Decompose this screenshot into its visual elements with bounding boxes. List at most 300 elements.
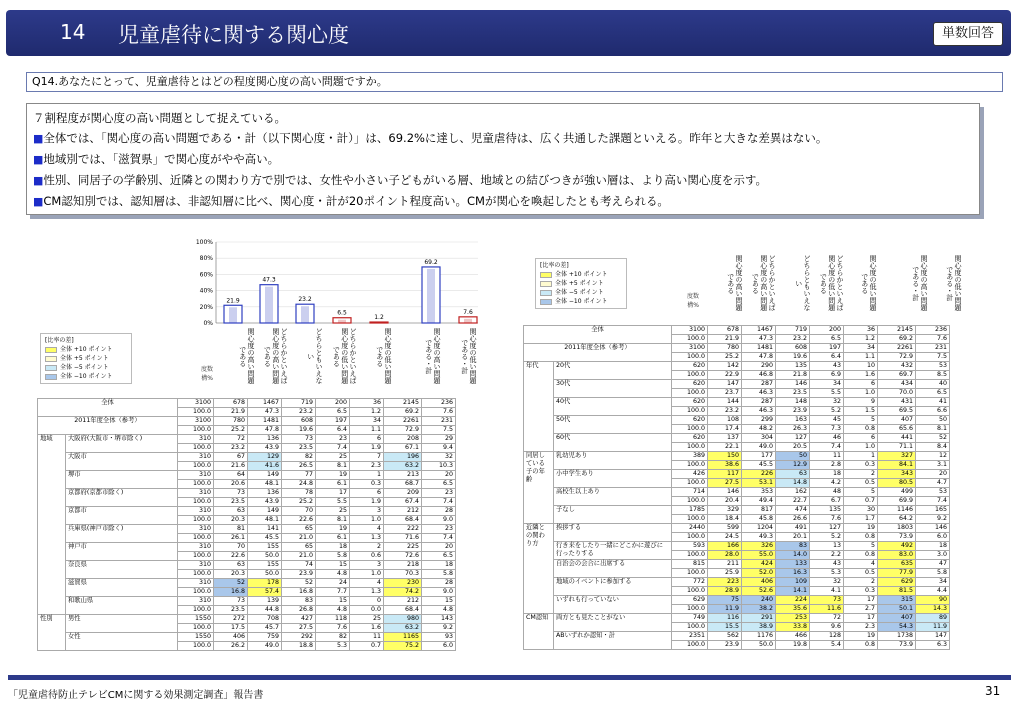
- count-cell: 253: [776, 614, 810, 623]
- answer-type-badge: 単数回答: [933, 22, 1003, 46]
- pct-cell: 4.7: [916, 479, 950, 488]
- pct-cell: 23.9: [776, 407, 810, 416]
- count-cell: 343: [878, 470, 916, 479]
- count-cell: 147: [708, 380, 742, 389]
- y-tick-label: 40%: [199, 287, 213, 295]
- table-row: [524, 596, 950, 605]
- pct-cell: 1.1: [844, 353, 878, 362]
- pct-cell: 1.0: [350, 516, 384, 525]
- base-count: 714: [672, 488, 708, 497]
- base-count: 815: [672, 560, 708, 569]
- base-pct: 100.0: [178, 606, 214, 615]
- summary-bullet: ■地域別では、「滋賀県」で関心度がやや高い。: [33, 152, 280, 166]
- table-row: [38, 471, 456, 480]
- count-cell: 72: [214, 435, 248, 444]
- pct-cell: 4.4: [916, 587, 950, 596]
- count-cell: 29: [422, 435, 456, 444]
- pct-cell: 48.1: [248, 480, 282, 489]
- pct-cell: 7.4: [422, 534, 456, 543]
- pct-cell: 9.4: [422, 444, 456, 453]
- count-cell: 149: [248, 471, 282, 480]
- count-cell: 12: [916, 452, 950, 461]
- unit-label: 度数 構%: [200, 366, 213, 382]
- pct-cell: 70.0: [878, 389, 916, 398]
- count-cell: 629: [878, 578, 916, 587]
- pct-cell: 4.8: [316, 570, 350, 579]
- count-cell: 146: [916, 524, 950, 533]
- pct-cell: 6.0: [916, 533, 950, 542]
- table-row: [524, 398, 950, 407]
- bullet-mark: ■: [33, 195, 44, 208]
- pct-cell: 0.8: [844, 641, 878, 650]
- pct-cell: 7.6: [422, 408, 456, 417]
- pct-cell: 70.3: [384, 570, 422, 579]
- count-cell: 93: [422, 633, 456, 642]
- count-cell: 32: [810, 398, 844, 407]
- count-cell: 28: [422, 579, 456, 588]
- bar-shade: [301, 306, 309, 323]
- pct-cell: 6.3: [916, 641, 950, 650]
- pct-cell: 1.0: [844, 389, 878, 398]
- pct-cell: 23.5: [214, 498, 248, 507]
- pct-cell: 19.6: [282, 426, 316, 435]
- count-cell: 67: [214, 453, 248, 462]
- count-cell: 43: [810, 362, 844, 371]
- count-cell: 5: [844, 416, 878, 425]
- pct-cell: 81.5: [878, 587, 916, 596]
- count-cell: 127: [776, 434, 810, 443]
- count-cell: 63: [214, 561, 248, 570]
- count-cell: 77: [282, 471, 316, 480]
- count-cell: 45: [810, 416, 844, 425]
- base-pct: 100.0: [672, 515, 708, 524]
- data-label: 7.6: [463, 308, 473, 316]
- legend-swatch: [540, 272, 552, 278]
- pct-cell: 0.0: [350, 606, 384, 615]
- count-cell: 208: [384, 435, 422, 444]
- data-label: 6.5: [337, 309, 347, 317]
- pct-cell: 6.1: [316, 480, 350, 489]
- row-label: 40代: [554, 398, 672, 416]
- count-cell: 70: [282, 507, 316, 516]
- pct-cell: 68.7: [384, 480, 422, 489]
- pct-cell: 6.1: [316, 534, 350, 543]
- pct-cell: 9.0: [422, 516, 456, 525]
- base-count: 310: [178, 453, 214, 462]
- pct-cell: 75.2: [384, 642, 422, 651]
- pct-cell: 0.3: [350, 480, 384, 489]
- table-row: [524, 380, 950, 389]
- count-cell: 137: [708, 434, 742, 443]
- count-cell: 197: [810, 344, 844, 353]
- count-cell: 65: [282, 525, 316, 534]
- pct-cell: 35.6: [776, 605, 810, 614]
- pct-cell: 21.9: [214, 408, 248, 417]
- base-pct: 100.0: [178, 588, 214, 597]
- count-cell: 678: [214, 399, 248, 408]
- count-cell: 47: [916, 560, 950, 569]
- pct-cell: 63.2: [384, 462, 422, 471]
- base-count: 620: [672, 434, 708, 443]
- pct-cell: 27.5: [282, 624, 316, 633]
- pct-cell: 14.0: [776, 551, 810, 560]
- pct-cell: 16.8: [282, 588, 316, 597]
- table-row: [38, 417, 456, 426]
- legend-label: 全体 +5 ポイント: [555, 280, 604, 287]
- pct-cell: 6.4: [810, 353, 844, 362]
- row-label: 神戸市: [66, 543, 178, 561]
- legend-label: 全体 +5 ポイント: [60, 355, 109, 362]
- base-count: 310: [178, 489, 214, 498]
- count-cell: 34: [810, 380, 844, 389]
- pct-cell: 47.3: [248, 408, 282, 417]
- pct-cell: 6.0: [422, 642, 456, 651]
- count-cell: 466: [776, 632, 810, 641]
- count-cell: 141: [248, 525, 282, 534]
- legend-title: [比率の差]: [540, 262, 569, 269]
- count-cell: 82: [316, 633, 350, 642]
- summary-lead: ７割程度が関心度の高い問題として捉えている。: [33, 111, 286, 125]
- table-row: [524, 362, 950, 371]
- count-cell: 209: [384, 489, 422, 498]
- pct-cell: 21.0: [282, 534, 316, 543]
- count-cell: 608: [776, 344, 810, 353]
- pct-cell: 25.2: [282, 498, 316, 507]
- count-cell: 129: [248, 453, 282, 462]
- count-cell: 292: [282, 633, 316, 642]
- count-cell: 1481: [248, 417, 282, 426]
- count-cell: 50: [776, 452, 810, 461]
- count-cell: 287: [742, 380, 776, 389]
- pct-cell: 14.8: [776, 479, 810, 488]
- pct-cell: 2.8: [810, 461, 844, 470]
- pct-cell: 0.5: [844, 569, 878, 578]
- group-label: 性別: [38, 615, 66, 651]
- count-cell: 0: [350, 597, 384, 606]
- base-pct: 100.0: [672, 551, 708, 560]
- summary-box: [26, 103, 980, 215]
- pct-cell: 20.4: [708, 497, 742, 506]
- count-cell: 291: [742, 614, 776, 623]
- count-cell: 15: [316, 561, 350, 570]
- base-pct: 100.0: [672, 497, 708, 506]
- pct-cell: 6.9: [810, 371, 844, 380]
- pct-cell: 0.8: [844, 551, 878, 560]
- table-row: [38, 525, 456, 534]
- bar-shade: [265, 287, 273, 323]
- count-cell: 15: [316, 597, 350, 606]
- base-pct: 100.0: [672, 533, 708, 542]
- column-header: どちらかといえば関心度の低い問題である: [332, 328, 357, 384]
- pct-cell: 64.2: [878, 515, 916, 524]
- pct-cell: 46.3: [742, 407, 776, 416]
- base-pct: 100.0: [672, 623, 708, 632]
- pct-cell: 65.6: [878, 425, 916, 434]
- pct-cell: 5.4: [810, 641, 844, 650]
- count-cell: 236: [422, 399, 456, 408]
- pct-cell: 5.8: [916, 569, 950, 578]
- count-cell: 6: [350, 489, 384, 498]
- y-tick-label: 20%: [199, 303, 213, 311]
- summary-bullet: ■全体では、「関心度の高い問題である・計（以下関心度・計）」は、69.2%に達し、児童虐待は、広く共通した課題といえる。昨年と大きな差異はない。: [33, 131, 828, 145]
- row-label: 京都市: [66, 507, 178, 525]
- count-cell: 52: [916, 434, 950, 443]
- pct-cell: 8.5: [916, 371, 950, 380]
- pct-cell: 7.5: [422, 426, 456, 435]
- count-cell: 19: [316, 471, 350, 480]
- pct-cell: 19.8: [776, 641, 810, 650]
- pct-cell: 33.8: [776, 623, 810, 632]
- pct-cell: 43.9: [248, 498, 282, 507]
- count-cell: 678: [708, 326, 742, 335]
- table-row: [38, 453, 456, 462]
- row-label: 全体: [524, 326, 672, 344]
- base-pct: 100.0: [672, 353, 708, 362]
- count-cell: 166: [708, 542, 742, 551]
- count-cell: 36: [350, 399, 384, 408]
- count-cell: 4: [844, 560, 878, 569]
- pct-cell: 52.6: [742, 587, 776, 596]
- pct-cell: 7.4: [316, 444, 350, 453]
- count-cell: 19: [316, 525, 350, 534]
- y-tick-label: 60%: [199, 271, 213, 279]
- pct-cell: 21.0: [282, 552, 316, 561]
- row-label: 両方とも見たことがない: [554, 614, 672, 632]
- pct-cell: 11.6: [810, 605, 844, 614]
- count-cell: 230: [384, 579, 422, 588]
- count-cell: 118: [316, 615, 350, 624]
- row-label: 30代: [554, 380, 672, 398]
- count-cell: 155: [248, 543, 282, 552]
- pct-cell: 1.3: [350, 588, 384, 597]
- bullet-mark: ■: [33, 132, 44, 145]
- count-cell: 2: [844, 578, 878, 587]
- pct-cell: 4.8: [422, 606, 456, 615]
- column-header: 関心度の高い問題である: [238, 328, 255, 384]
- count-cell: 155: [248, 561, 282, 570]
- data-label: 47.3: [262, 276, 276, 284]
- row-label: 兵庫県(神戸市除く): [66, 525, 178, 543]
- bar-shade: [427, 269, 435, 323]
- count-cell: 1: [844, 452, 878, 461]
- row-label: 60代: [554, 434, 672, 452]
- count-cell: 1: [350, 471, 384, 480]
- pct-cell: 0.8: [844, 425, 878, 434]
- count-cell: 81: [214, 525, 248, 534]
- pct-cell: 11.9: [916, 623, 950, 632]
- pct-cell: 27.5: [708, 479, 742, 488]
- count-cell: 635: [878, 560, 916, 569]
- pct-cell: 4.1: [810, 587, 844, 596]
- count-cell: 17: [844, 596, 878, 605]
- count-cell: 18: [422, 561, 456, 570]
- row-label: 子なし: [554, 506, 672, 524]
- section-number: 14: [60, 20, 86, 44]
- base-count: 310: [178, 471, 214, 480]
- legend-item: [45, 345, 127, 354]
- pct-cell: 1.9: [350, 498, 384, 507]
- table-row: [524, 488, 950, 497]
- pct-cell: 20.5: [776, 443, 810, 452]
- count-cell: 4: [350, 525, 384, 534]
- legend-label: 全体 +10 ポイント: [60, 346, 113, 353]
- pct-cell: 1.0: [350, 570, 384, 579]
- pct-cell: 22.6: [214, 552, 248, 561]
- pct-cell: 5.8: [316, 552, 350, 561]
- pct-cell: 55.0: [742, 551, 776, 560]
- count-cell: 226: [742, 470, 776, 479]
- pct-cell: 2.3: [350, 462, 384, 471]
- count-cell: 32: [422, 453, 456, 462]
- base-count: 620: [672, 416, 708, 425]
- pct-cell: 1.1: [350, 426, 384, 435]
- count-cell: 1146: [878, 506, 916, 515]
- count-cell: 240: [742, 596, 776, 605]
- row-label: 全体: [38, 399, 178, 417]
- count-cell: 23: [422, 489, 456, 498]
- pct-cell: 22.9: [708, 371, 742, 380]
- base-count: 2351: [672, 632, 708, 641]
- question-text: Q14.あなたにとって、児童虐待とはどの程度関心度の高い問題ですか。: [26, 72, 1003, 92]
- table-row: [524, 470, 950, 479]
- table-row: [524, 326, 950, 335]
- count-cell: 149: [248, 507, 282, 516]
- pct-cell: 21.9: [708, 335, 742, 344]
- row-label: ABいずれか認知・計: [554, 632, 672, 650]
- count-cell: 90: [916, 596, 950, 605]
- page-number: 31: [985, 684, 1001, 698]
- pct-cell: 3.1: [916, 461, 950, 470]
- count-cell: 83: [282, 597, 316, 606]
- row-label: 滋賀県: [66, 579, 178, 597]
- table-row: [524, 524, 950, 533]
- count-cell: 25: [316, 507, 350, 516]
- row-label: 50代: [554, 416, 672, 434]
- summary-bullet: ■性別、同居子の学齢別、近隣との関わり方で別では、女性や小さい子どもがいる層、地域との結びつきが強い層は、より高い関心度を示す。: [33, 173, 767, 187]
- count-cell: 236: [916, 326, 950, 335]
- count-cell: 73: [282, 435, 316, 444]
- count-cell: 18: [316, 543, 350, 552]
- table-row: [524, 578, 950, 587]
- count-cell: 117: [708, 470, 742, 479]
- count-cell: 327: [878, 452, 916, 461]
- row-label: 京都府(京都市除く): [66, 489, 178, 507]
- column-header: 関心度の高い問題である・計: [424, 328, 441, 384]
- count-cell: 817: [742, 506, 776, 515]
- base-pct: 100.0: [178, 552, 214, 561]
- count-cell: 23: [422, 525, 456, 534]
- column-header: 関心度の低い問題である・計: [945, 255, 962, 311]
- pct-cell: 9.6: [810, 623, 844, 632]
- count-cell: 17: [316, 489, 350, 498]
- pct-cell: 26.1: [214, 534, 248, 543]
- table-row: [38, 543, 456, 552]
- count-cell: 225: [384, 543, 422, 552]
- pct-cell: 26.5: [282, 462, 316, 471]
- count-cell: 780: [708, 344, 742, 353]
- legend-swatch: [45, 347, 57, 353]
- count-cell: 759: [248, 633, 282, 642]
- pct-cell: 49.0: [742, 443, 776, 452]
- count-cell: 19: [844, 524, 878, 533]
- pct-cell: 45.8: [742, 515, 776, 524]
- pct-cell: 21.6: [214, 462, 248, 471]
- base-pct: 100.0: [672, 371, 708, 380]
- pct-cell: 18.4: [708, 515, 742, 524]
- count-cell: 2: [844, 470, 878, 479]
- base-count: 620: [672, 398, 708, 407]
- count-cell: 7: [350, 453, 384, 462]
- base-pct: 100.0: [178, 534, 214, 543]
- row-label: 行き来をしたり一緒にどこかに遊びに行ったりする: [554, 542, 672, 560]
- pct-cell: 6.5: [316, 408, 350, 417]
- count-cell: 142: [708, 362, 742, 371]
- count-cell: 431: [878, 398, 916, 407]
- pct-cell: 6.7: [810, 497, 844, 506]
- count-cell: 162: [776, 488, 810, 497]
- pct-cell: 25.2: [214, 426, 248, 435]
- base-pct: 100.0: [178, 498, 214, 507]
- base-count: 310: [178, 597, 214, 606]
- pct-cell: 49.4: [742, 497, 776, 506]
- pct-cell: 1.9: [350, 444, 384, 453]
- count-cell: 562: [708, 632, 742, 641]
- column-header: 関心度の低い問題である: [860, 255, 877, 311]
- count-cell: 25: [316, 453, 350, 462]
- table-row: [524, 506, 950, 515]
- count-cell: 46: [810, 434, 844, 443]
- base-count: 389: [672, 452, 708, 461]
- pct-cell: 23.9: [708, 641, 742, 650]
- pct-cell: 7.6: [316, 624, 350, 633]
- count-cell: 196: [384, 453, 422, 462]
- legend-item: [540, 279, 622, 288]
- pct-cell: 72.9: [384, 426, 422, 435]
- data-label: 1.2: [374, 314, 384, 322]
- legend-swatch: [540, 281, 552, 287]
- pct-cell: 7.6: [810, 515, 844, 524]
- table-row: [524, 416, 950, 425]
- pct-cell: 23.2: [776, 335, 810, 344]
- count-cell: 3: [350, 507, 384, 516]
- row-label: いずれも行っていない: [554, 596, 672, 614]
- pct-cell: 20.1: [776, 533, 810, 542]
- pct-cell: 77.9: [878, 569, 916, 578]
- pct-cell: 69.2: [878, 335, 916, 344]
- pct-cell: 46.8: [742, 371, 776, 380]
- count-cell: 1204: [742, 524, 776, 533]
- page-title: 児童虐待に関する関心度: [118, 23, 349, 47]
- base-count: 310: [178, 579, 214, 588]
- count-cell: 34: [844, 344, 878, 353]
- table-row: [38, 579, 456, 588]
- count-cell: 43: [810, 560, 844, 569]
- count-cell: 53: [916, 362, 950, 371]
- pct-cell: 14.3: [916, 605, 950, 614]
- count-cell: 211: [708, 560, 742, 569]
- row-label: 大阪府(大阪市・堺市除く): [66, 435, 178, 453]
- column-header: 関心度の高い問題である: [726, 255, 743, 311]
- count-cell: 15: [422, 597, 456, 606]
- pct-cell: 73.9: [878, 533, 916, 542]
- pct-cell: 5.8: [422, 570, 456, 579]
- row-label: 20代: [554, 362, 672, 380]
- table-row: [524, 452, 950, 461]
- base-count: 749: [672, 614, 708, 623]
- pct-cell: 50.0: [248, 570, 282, 579]
- pct-cell: 1.5: [844, 407, 878, 416]
- pct-cell: 23.2: [214, 444, 248, 453]
